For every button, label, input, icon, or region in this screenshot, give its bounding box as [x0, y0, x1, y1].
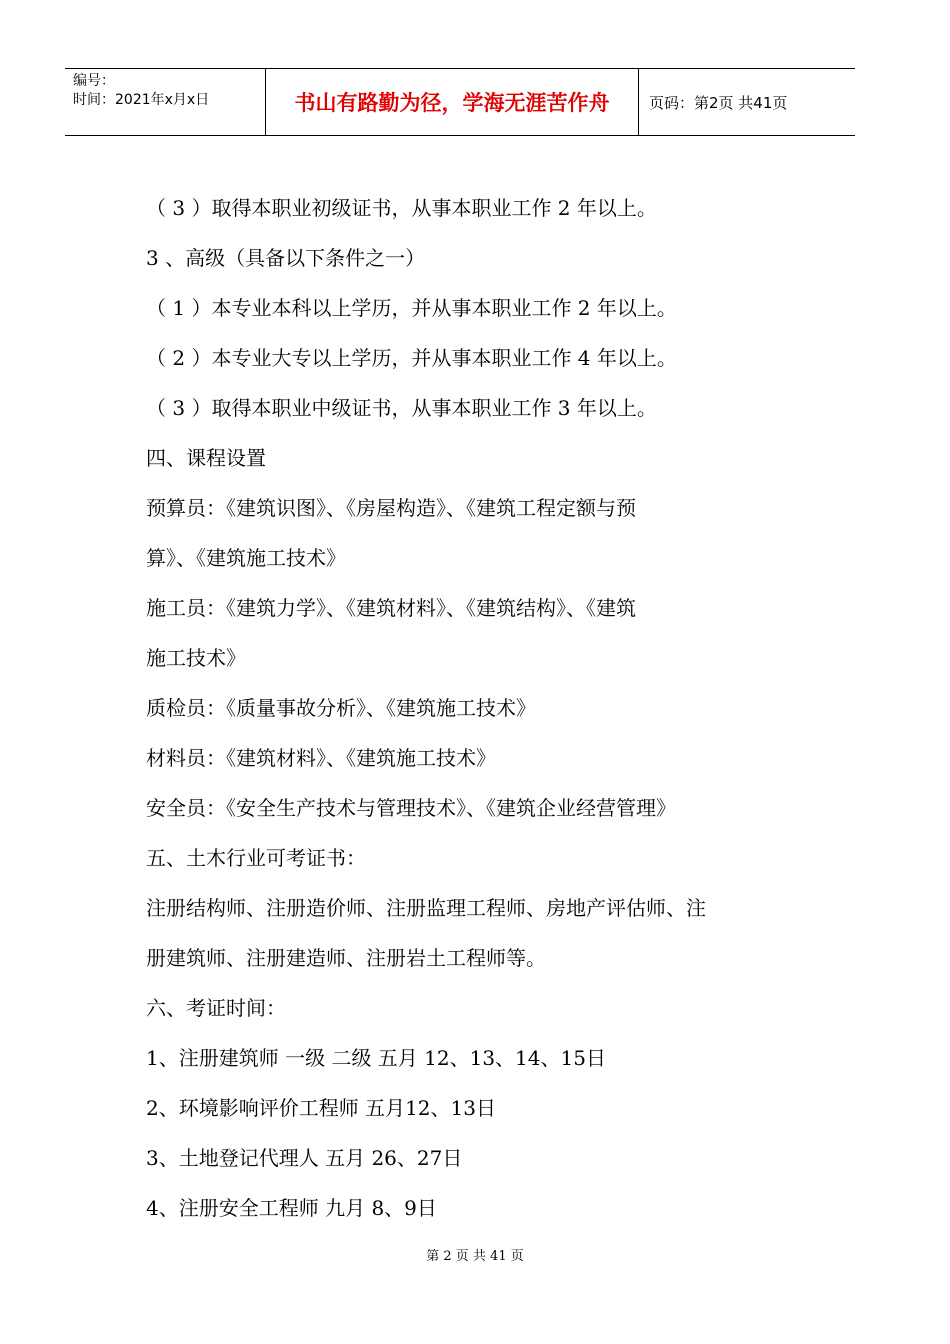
- page-header: [65, 68, 855, 136]
- header-motto: 书山有路勤为径，学海无涯苦作舟: [266, 69, 639, 135]
- body-line: 1、注册建筑师 一级 二级 五月 12、13、14、15日: [146, 1046, 606, 1070]
- body-line: 册建筑师、注册建造师、注册岩土工程师等。: [146, 946, 546, 970]
- document-body: [146, 183, 786, 1233]
- body-line: 材料员：《建筑材料》、《建筑施工技术》: [146, 746, 496, 770]
- body-line: （ 2 ）本专业大专以上学历，并从事本职业工作 4 年以上。: [146, 346, 677, 370]
- section-heading: 五、土木行业可考证书：: [146, 846, 366, 870]
- page-footer: 第 2 页 共 41 页: [426, 1249, 524, 1264]
- body-line: 2、环境影响评价工程师 五月12、13日: [146, 1096, 496, 1120]
- body-line: （ 3 ）取得本职业初级证书，从事本职业工作 2 年以上。: [146, 196, 657, 220]
- body-line: 安全员：《安全生产技术与管理技术》、《建筑企业经营管理》: [146, 796, 676, 820]
- document-number-label: 编号：: [73, 73, 115, 89]
- section-heading: 六、考证时间：: [146, 996, 286, 1020]
- body-line: 3 、高级（具备以下条件之一）: [146, 246, 426, 270]
- section-heading: 四、课程设置: [146, 446, 266, 470]
- body-line: 3、土地登记代理人 五月 26、27日: [146, 1146, 463, 1170]
- document-time-label: 时间：2021年x月x日: [73, 92, 210, 108]
- body-line: 算》、《建筑施工技术》: [146, 546, 346, 570]
- body-line: 4、注册安全工程师 九月 8、9日: [146, 1196, 437, 1220]
- body-line: 质检员：《质量事故分析》、《建筑施工技术》: [146, 696, 536, 720]
- body-line: （ 3 ）取得本职业中级证书，从事本职业工作 3 年以上。: [146, 396, 657, 420]
- header-meta: [65, 69, 266, 135]
- body-line: 施工技术》: [146, 646, 246, 670]
- body-line: （ 1 ）本专业本科以上学历，并从事本职业工作 2 年以上。: [146, 296, 677, 320]
- body-line: 施工员：《建筑力学》、《建筑材料》、《建筑结构》、《建筑: [146, 596, 636, 620]
- body-line: 预算员：《建筑识图》、《房屋构造》、《建筑工程定额与预: [146, 496, 636, 520]
- header-page-info: 页码：第2页 共41页: [649, 93, 788, 112]
- body-line: 注册结构师、注册造价师、注册监理工程师、房地产评估师、注: [146, 896, 706, 920]
